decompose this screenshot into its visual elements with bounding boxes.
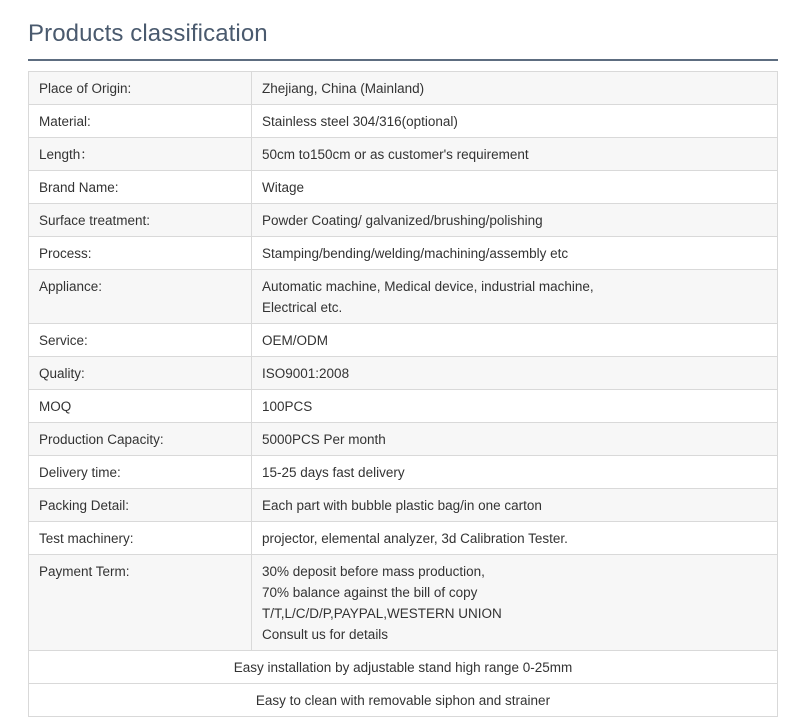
- feature-note: Easy to clean with removable siphon and strainer: [29, 684, 778, 717]
- spec-value-line: projector, elemental analyzer, 3d Calibration Tester.: [262, 531, 568, 546]
- spec-value-line: Witage: [262, 180, 305, 195]
- spec-label: Brand Name:: [29, 171, 252, 204]
- spec-value: [252, 270, 778, 324]
- page-title: Products classification: [28, 20, 268, 47]
- spec-value-line: 50cm to150cm or as customer's requirement: [262, 147, 529, 162]
- spec-row: [29, 105, 778, 138]
- spec-value-line: Each part with bubble plastic bag/in one carton: [262, 498, 542, 513]
- spec-label: Service:: [29, 324, 252, 357]
- spec-row: [29, 423, 778, 456]
- spec-value: [252, 72, 778, 105]
- note-row: [29, 651, 778, 684]
- spec-row: [29, 237, 778, 270]
- spec-row: [29, 171, 778, 204]
- spec-value-line: Zhejiang, China (Mainland): [262, 81, 425, 96]
- spec-label: Quality:: [29, 357, 252, 390]
- spec-value-line: 15-25 days fast delivery: [262, 465, 405, 480]
- spec-label: Material:: [29, 105, 252, 138]
- spec-value: [252, 324, 778, 357]
- spec-row: [29, 270, 778, 324]
- spec-row: [29, 489, 778, 522]
- spec-label: Packing Detail:: [29, 489, 252, 522]
- spec-value-line: OEM/ODM: [262, 333, 328, 348]
- spec-value: [252, 522, 778, 555]
- spec-label: Test machinery:: [29, 522, 252, 555]
- spec-row: [29, 522, 778, 555]
- spec-value: [252, 171, 778, 204]
- note-row: [29, 684, 778, 717]
- spec-value-line: Electrical etc.: [262, 300, 343, 315]
- spec-value: [252, 357, 778, 390]
- spec-row: [29, 204, 778, 237]
- spec-row: [29, 138, 778, 171]
- title-divider: [28, 59, 778, 61]
- spec-label: Production Capacity:: [29, 423, 252, 456]
- spec-value: [252, 237, 778, 270]
- product-specs-table: [28, 71, 778, 717]
- spec-value-line: ISO9001:2008: [262, 366, 350, 381]
- spec-row: [29, 324, 778, 357]
- spec-value-line: 5000PCS Per month: [262, 432, 386, 447]
- spec-value: [252, 105, 778, 138]
- spec-value-line: 100PCS: [262, 399, 313, 414]
- spec-label: Surface treatment:: [29, 204, 252, 237]
- spec-label: MOQ: [29, 390, 252, 423]
- spec-row: [29, 555, 778, 651]
- spec-value-line: Automatic machine, Medical device, industrial machine,: [262, 279, 594, 294]
- spec-value-line: Stamping/bending/welding/machining/assembly etc: [262, 246, 569, 261]
- spec-value-line: Consult us for details: [262, 627, 389, 642]
- spec-value: [252, 390, 778, 423]
- spec-value-line: Powder Coating/ galvanized/brushing/polishing: [262, 213, 543, 228]
- spec-value: [252, 204, 778, 237]
- spec-row: [29, 456, 778, 489]
- spec-label: Payment Term:: [29, 555, 252, 651]
- spec-value-line: Stainless steel 304/316(optional): [262, 114, 458, 129]
- spec-label: Place of Origin:: [29, 72, 252, 105]
- spec-value-line: T/T,L/C/D/P,PAYPAL,WESTERN UNION: [262, 606, 502, 621]
- spec-row: [29, 390, 778, 423]
- spec-label: Process:: [29, 237, 252, 270]
- spec-value-line: 30% deposit before mass production,: [262, 564, 485, 579]
- spec-value: [252, 138, 778, 171]
- spec-label: Appliance:: [29, 270, 252, 324]
- spec-table-body: [29, 72, 778, 717]
- spec-label: Length：: [29, 138, 252, 171]
- spec-value: [252, 555, 778, 651]
- spec-row: [29, 357, 778, 390]
- feature-note: Easy installation by adjustable stand high range 0-25mm: [29, 651, 778, 684]
- spec-row: [29, 72, 778, 105]
- spec-value: [252, 423, 778, 456]
- spec-value: [252, 456, 778, 489]
- spec-label: Delivery time:: [29, 456, 252, 489]
- spec-value-line: 70% balance against the bill of copy: [262, 585, 478, 600]
- spec-value: [252, 489, 778, 522]
